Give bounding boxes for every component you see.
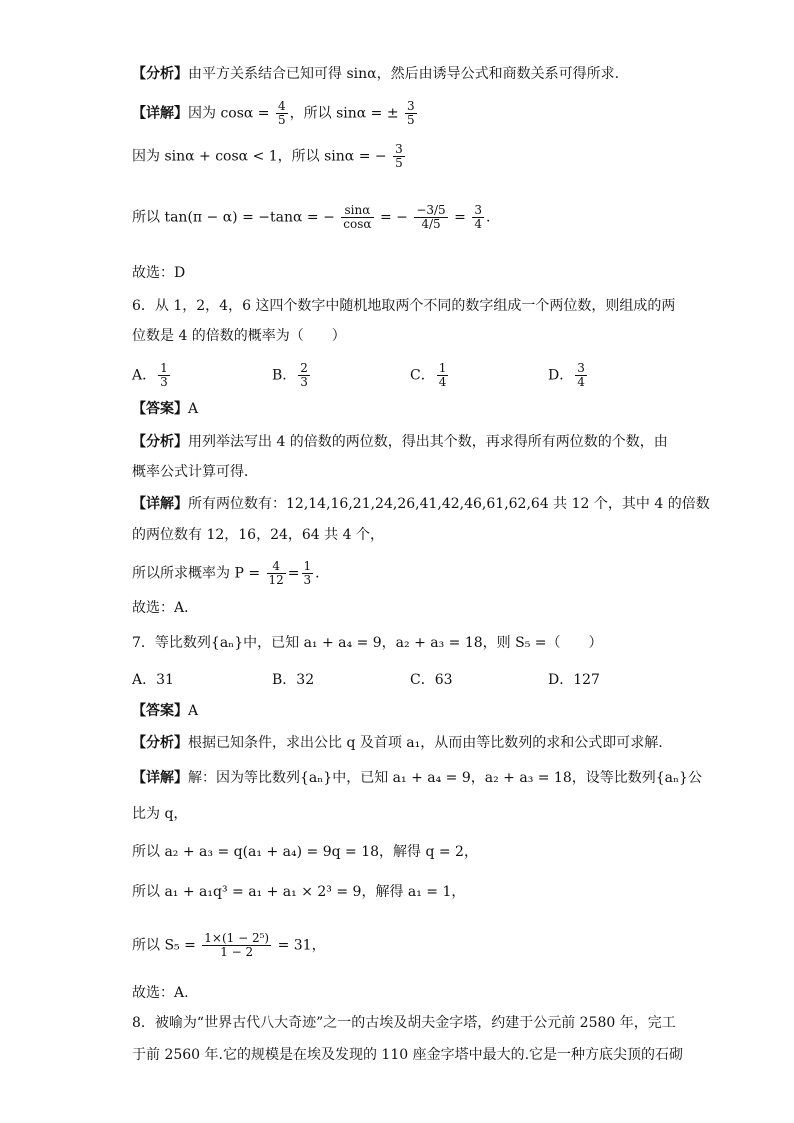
q6-stem-line1: 6．从 1，2，4，6 这四个数字中随机地取两个不同的数字组成一个两位数，则组成的两 [132, 298, 676, 314]
q7-analysis: 【分析】根据已知条件，求出公比 q 及首项 a₁，从而由等比数列的求和公式即可求解. [132, 735, 663, 751]
q6-detail-line2: 的两位数有 12，16，24，64 共 4 个， [132, 527, 384, 543]
q6-stem-line2: 位数是 4 的倍数的概率为（ ） [132, 328, 346, 344]
q7-detail-line3: 所以 a₂ + a₃ = q(a₁ + a₄) = 9q = 18，解得 q = 2， [132, 844, 478, 860]
q6-option-b: B． $\frac{2}{3}$ [272, 361, 308, 389]
q7-choice: 故选：A. [132, 985, 189, 1001]
q7-option-d: D．127 [548, 672, 600, 688]
analysis-tag: 【分析】 [132, 66, 188, 82]
q5-choice: 故选：D [132, 265, 186, 281]
q6-option-a: A． $\frac{1}{3}$ [132, 361, 168, 389]
q7-detail-line5: 所以 S₅ = $\frac{\text{1×(1 − 2⁵)}}{1 - 2}$ = 31， [132, 931, 326, 959]
q6-option-c: C． $\frac{1}{4}$ [410, 361, 447, 389]
fraction: $\frac{3}{5}$ [395, 142, 403, 170]
q5-analysis: 【分析】由平方关系结合已知可得 sinα，然后由诱导公式和商数关系可得所求. [132, 66, 620, 82]
fraction: $\frac{\sin\alpha}{\cos\alpha}$ [343, 203, 372, 231]
fraction: $\frac{4}{5}$ [278, 99, 286, 127]
q6-analysis-line1: 【分析】用列举法写出 4 的倍数的两位数，得出其个数，再求得所有两位数的个数，由 [132, 434, 668, 450]
fraction: $\frac{3}{4}$ [474, 203, 482, 231]
q7-detail-line4: 所以 a₁ + a₁q³ = a₁ + a₁ × 2³ = 9，解得 a₁ = 1， [132, 884, 466, 900]
q6-analysis-line2: 概率公式计算可得． [132, 464, 258, 480]
q5-detail-line2: 因为 sinα + cosα < 1，所以 sinα = − $\frac{3}{5}$ [132, 142, 403, 170]
q8-stem-line2: 于前 2560 年.它的规模是在埃及发现的 110 座金字塔中最大的.它是一种方底尖顶的石砌 [132, 1047, 684, 1063]
q5-detail-line1: 【详解】因为 cosα = $\frac{4}{5}$ ，所以 sinα = ± $\frac{3}{5}$ [132, 99, 415, 127]
q6-option-d: D． $\frac{3}{4}$ [548, 361, 585, 389]
q7-detail-line2: 比为 q， [132, 806, 188, 822]
q6-choice: 故选：A． [132, 600, 199, 616]
q7-option-c: C．63 [410, 672, 453, 688]
q7-answer: 【答案】A [132, 703, 199, 719]
q7-stem: 7．等比数列{aₙ}中，已知 a₁ + a₄ = 9，a₂ + a₃ = 18，则 S₅ =（ ） [132, 635, 603, 651]
compound-fraction: $\frac{-3/5}{4/5}$ [416, 203, 446, 231]
q6-detail-line3: 所以所求概率为 P = $\frac{4}{12}$ = $\frac{1}{3}$ . [132, 559, 320, 587]
fraction: $\frac{3}{5}$ [407, 99, 415, 127]
q5-detail-line3: 所以 tan(π − α) = −tanα = − $\frac{\sin\alpha}{\cos\alpha}$ = − $\frac{-3/5}{4/5}$ = $\frac{3}{4}$ . [132, 203, 491, 231]
q7-option-b: B．32 [272, 672, 315, 688]
q6-answer: 【答案】A [132, 401, 199, 417]
detail-tag: 【详解】 [132, 105, 188, 122]
q7-option-a: A．31 [132, 672, 174, 688]
q7-detail-line1: 【详解】解：因为等比数列{aₙ}中，已知 a₁ + a₄ = 9，a₂ + a₃ = 18，设等比数列{aₙ}公 [132, 770, 702, 786]
q6-detail-line1: 【详解】所有两位数有：12,14,16,21,24,26,41,42,46,61,62,64 共 12 个，其中 4 的倍数 [132, 496, 710, 512]
q8-stem-line1: 8．被喻为“世界古代八大奇迹”之一的古埃及胡夫金字塔，约建于公元前 2580 年，完工 [132, 1015, 676, 1031]
